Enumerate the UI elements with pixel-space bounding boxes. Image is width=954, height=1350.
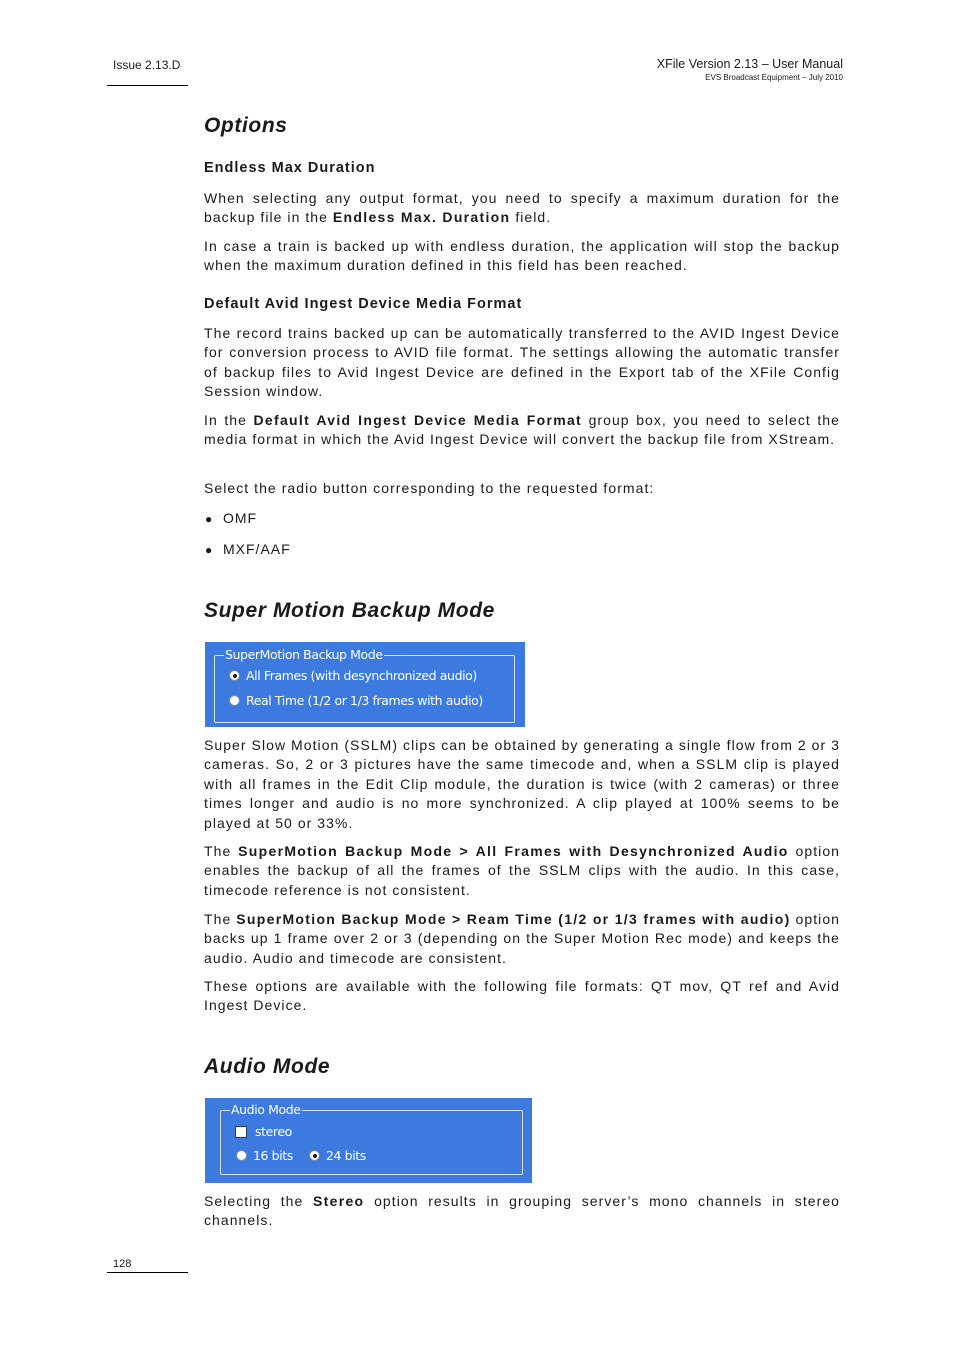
24-bits-option[interactable] (309, 1148, 366, 1163)
text-run: The (204, 843, 239, 859)
text-run: option backs up 1 frame over 2 or 3 (depending on the Super Motion Rec mode) and keeps the audio. Audio and timecode are consistent. (204, 911, 841, 966)
group-box-name: Default Avid Ingest Device Media Format (253, 412, 583, 428)
option-path: SuperMotion Backup Mode > All Frames with Desynchronized Audio (238, 843, 789, 859)
radio-unselected-icon[interactable] (229, 695, 240, 706)
issue-label: Issue 2.13.D (113, 58, 181, 72)
field-name: Endless Max. Duration (332, 209, 511, 226)
audio-paragraph-1 (204, 1192, 840, 1231)
groupbox-legend: Audio Mode (231, 1102, 301, 1117)
endless-paragraph-2: In case a train is backed up with endless duration, the application will stop the backup when the maximum duration defined in this field has been reached. (204, 238, 840, 274)
text-run: When selecting any output format, you need to specify a maximum duration for the backup file in the (204, 190, 840, 226)
text-run: field. (510, 209, 552, 226)
header-rule (107, 85, 188, 86)
options-heading: Options (204, 114, 288, 137)
text-run: option enables the backup of all the frames of the SSLM clips with the audio. In this case, timecode reference is not consistent. (204, 843, 840, 898)
supermotion-heading: Super Motion Backup Mode (204, 599, 495, 622)
all-frames-option[interactable] (229, 668, 477, 683)
option-label: 16 bits (253, 1148, 293, 1163)
checkbox-icon[interactable] (235, 1126, 247, 1138)
bullet-text: MXF/AAF (223, 541, 291, 557)
avid-paragraph-1: The record trains backed up can be automatically transferred to the AVID Ingest Device for conversion process to AVID file format. The settings allowing the automatic transfer of backup files to Avid Ingest Device are defined in the Export tab of the XFile Config Session window. (204, 325, 840, 400)
audio-heading: Audio Mode (204, 1055, 331, 1078)
bullet-dot-icon: ● (205, 543, 214, 557)
bullet-text: OMF (223, 510, 258, 526)
16-bits-option[interactable] (236, 1148, 293, 1163)
option-label: stereo (255, 1124, 292, 1139)
text-run: Selecting the (204, 1193, 314, 1209)
supermotion-paragraph-1: Super Slow Motion (SSLM) clips can be obtained by generating a single flow from 2 or 3 cameras. So, 2 or 3 pictures have the same timecode and, when a SSLM clip is played with all frames in the Edit Clip module, the duration is twice (with 2 cameras) or three times longer and audio is no more synchronized. A clip played at 100% seems to be played at 50 or 33%. (204, 737, 840, 831)
text-run: group box, you need to select the media format in which the Avid Ingest Device will convert the backup file from XStream. (204, 412, 840, 448)
footer-rule (107, 1272, 188, 1273)
avid-heading: Default Avid Ingest Device Media Format (204, 296, 523, 312)
groupbox-frame (220, 1110, 523, 1175)
radio-selected-icon[interactable] (309, 1150, 320, 1161)
endless-heading: Endless Max Duration (204, 160, 376, 176)
audio-groupbox-screenshot (205, 1098, 532, 1183)
text-run: In the (204, 412, 254, 428)
stereo-checkbox[interactable] (235, 1124, 292, 1139)
option-label: 24 bits (326, 1148, 366, 1163)
manual-title: XFile Version 2.13 – User Manual (656, 57, 843, 71)
text-run: The (204, 911, 237, 927)
bullet-dot-icon: ● (205, 512, 214, 526)
endless-paragraph-1 (204, 189, 840, 228)
manual-subtitle: EVS Broadcast Equipment – July 2010 (705, 73, 843, 82)
option-label: All Frames (with desynchronized audio) (246, 668, 477, 683)
avid-paragraph-2 (204, 411, 840, 450)
supermotion-paragraph-3 (204, 910, 840, 968)
supermotion-paragraph-4: These options are available with the following file formats: QT mov, QT ref and Avid Ingest Device. (204, 978, 840, 1014)
real-time-option[interactable] (229, 693, 483, 708)
supermotion-paragraph-2 (204, 842, 840, 900)
option-label: Real Time (1/2 or 1/3 frames with audio) (246, 693, 483, 708)
groupbox-frame (214, 655, 515, 723)
page-number: 128 (113, 1258, 132, 1270)
bullet-mxf-aaf (205, 541, 291, 557)
header-title-block (657, 57, 843, 82)
option-path: SuperMotion Backup Mode > Ream Time (1/2 or 1/3 frames with audio) (236, 911, 791, 927)
option-name: Stereo (313, 1193, 365, 1209)
radio-unselected-icon[interactable] (236, 1150, 247, 1161)
supermotion-groupbox-screenshot (205, 642, 525, 727)
radio-selected-icon[interactable] (229, 670, 240, 681)
avid-paragraph-3: Select the radio button corresponding to the requested format: (204, 480, 655, 496)
groupbox-legend: SuperMotion Backup Mode (225, 647, 383, 662)
bullet-omf (205, 510, 257, 526)
text-run: option results in grouping server’s mono channels in stereo channels. (204, 1193, 840, 1229)
